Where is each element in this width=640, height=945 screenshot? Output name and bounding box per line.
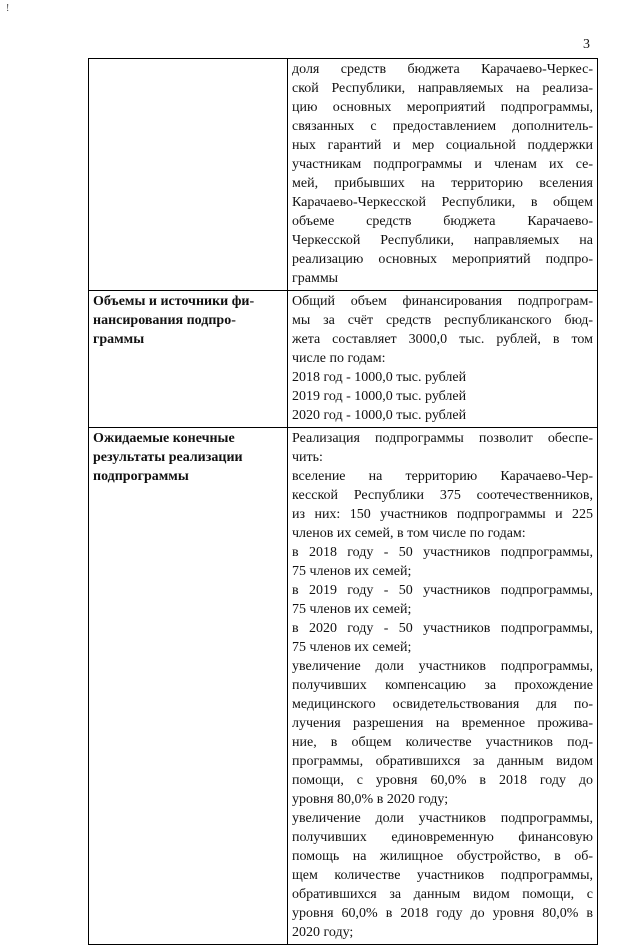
text-line: Карачаево-Черкесской Республики, в общем <box>292 195 593 210</box>
text-line: увеличение доли участников подпрограммы, <box>292 811 593 826</box>
text-line: участникам подпрограммы и членам их се- <box>292 157 593 172</box>
text-line: Реализация подпрограммы позволит обеспе- <box>292 431 593 446</box>
scan-mark: ! <box>6 3 10 14</box>
table-row <box>89 291 598 428</box>
text-line: медицинского освидетельствования для по- <box>292 697 593 712</box>
text-line: 75 членов их семей; <box>292 564 412 579</box>
text-line: объеме средств бюджета Карачаево- <box>292 214 593 229</box>
text-line: в 2020 году - 50 участников подпрограммы, <box>292 621 593 636</box>
label-line: Объемы и источники фи- <box>93 294 255 309</box>
text-line: 2020 году; <box>292 925 354 940</box>
label-line: граммы <box>93 332 145 347</box>
text-line: 2018 год - 1000,0 тыс. рублей <box>292 370 467 385</box>
label-line: результаты реализации <box>93 450 243 465</box>
text-line: ской Республики, направляемых на реализа- <box>292 81 593 96</box>
text-line: жета составляет 3000,0 тыс. рублей, в том <box>292 332 593 347</box>
text-line: программы, обратившихся за данным видом <box>292 754 593 769</box>
text-line: помощь на жилищное обустройство, в об- <box>292 849 593 864</box>
text-line: ных гарантий и мер социальной поддержки <box>292 138 593 153</box>
text-line: щем количестве участников подпрограммы, <box>292 868 593 883</box>
page-number: 3 <box>583 37 590 52</box>
text-line: лучения разрешения на временное прожива- <box>292 716 593 731</box>
text-line: 75 членов их семей; <box>292 640 412 655</box>
text-line: цию основных мероприятий подпрограммы, <box>292 100 593 115</box>
text-line: связанных с предоставлением дополнитель- <box>292 119 593 134</box>
text-line: помощи, с уровня 60,0% в 2018 году до <box>292 773 593 788</box>
text-line: доля средств бюджета Карачаево-Черкес- <box>292 62 593 77</box>
text-line: уровня 80,0% в 2020 году; <box>292 792 449 807</box>
text-line: уровня 60,0% в 2018 году до уровня 80,0% в <box>292 906 593 921</box>
row-text-results <box>288 428 598 945</box>
text-line: реализацию основных мероприятий подпро- <box>292 252 593 267</box>
row-label-empty <box>89 59 288 291</box>
text-line: членов их семей, в том числе по годам: <box>292 526 526 541</box>
text-line: получивших компенсацию за прохождение <box>292 678 593 693</box>
text-line: 75 членов их семей; <box>292 602 412 617</box>
text-line: вселение на территорию Карачаево-Чер- <box>292 469 593 484</box>
label-line: Ожидаемые конечные <box>93 431 235 446</box>
text-line: в 2018 году - 50 участников подпрограммы, <box>292 545 593 560</box>
text-line: граммы <box>292 271 339 286</box>
text-line: увеличение доли участников подпрограммы, <box>292 659 593 674</box>
row-label-financing <box>89 291 288 428</box>
text-line: обратившихся за данным видом помощи, с <box>292 887 593 902</box>
text-line: из них: 150 участников подпрограммы и 225 <box>292 507 593 522</box>
text-line: в 2019 году - 50 участников подпрограммы, <box>292 583 593 598</box>
text-line: чить: <box>292 450 323 465</box>
text-line: 2020 год - 1000,0 тыс. рублей <box>292 408 467 423</box>
text-line: мы за счёт средств республиканского бюд- <box>292 313 593 328</box>
passport-table <box>88 58 598 945</box>
text-line: ние, в общем количестве участников под- <box>292 735 593 750</box>
table-row <box>89 428 598 945</box>
row-label-results <box>89 428 288 945</box>
label-line: подпрограммы <box>93 469 189 484</box>
table-row <box>89 59 598 291</box>
text-line: получивших единовременную финансовую <box>292 830 593 845</box>
text-line: кесской Республики 375 соотечественников, <box>292 488 593 503</box>
row-text-financing <box>288 291 598 428</box>
label-line: нансирования подпро- <box>93 313 236 328</box>
text-line: числе по годам: <box>292 351 386 366</box>
text-line: Черкесской Республики, направляемых на <box>292 233 593 248</box>
row-text-budget-share <box>288 59 598 291</box>
text-line: мей, прибывших на территорию вселения <box>292 176 593 191</box>
text-line: Общий объем финансирования подпрограм- <box>292 294 593 309</box>
text-line: 2019 год - 1000,0 тыс. рублей <box>292 389 467 404</box>
